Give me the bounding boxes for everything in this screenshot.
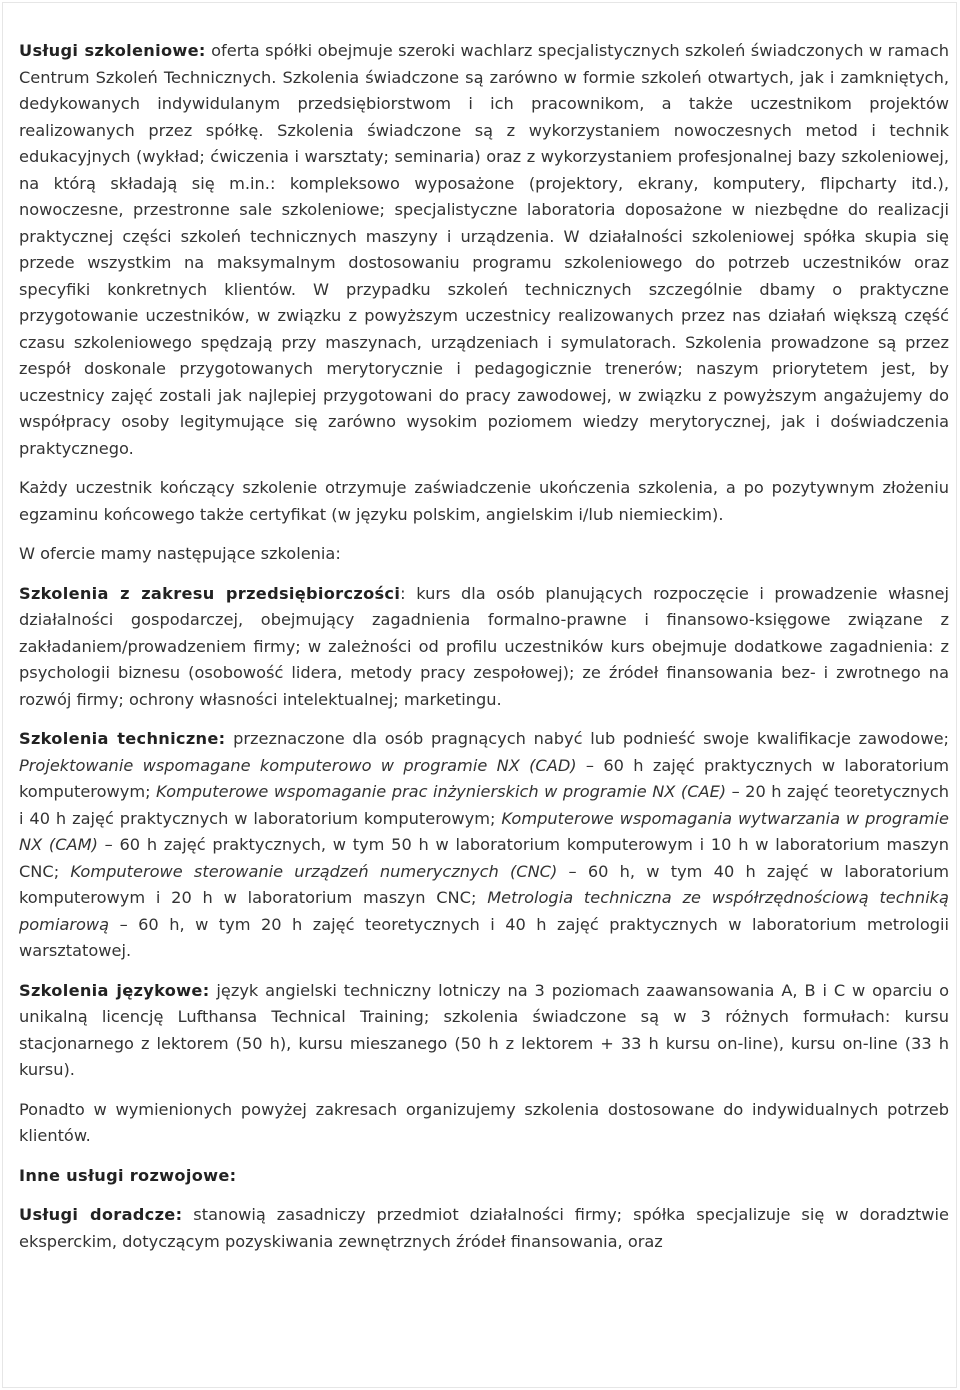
document-page bbox=[2, 2, 957, 1388]
intro-label: Usługi szkoleniowe: bbox=[19, 41, 206, 60]
entrepreneurship-text: : kurs dla osób planujących rozpoczęcie i prowadzenie własnej działalności gospodarczej, obejmujący zagadnienia formalno-prawne i finansowo-księgowe związane z zakładaniem/prowadzeniem firmy; w zależności od profilu uczestników kurs obejmuje dodatkowe zagadnienia: z psychologii biznesu (osobowość lidera, metody pracy zespołowej); ze źródeł finansowania bez- i zwrotnego na rozwój firmy; ochrony własności intelektualnej; marketingu. bbox=[19, 583, 949, 709]
course-cam-text: – 60 h zajęć praktycznych, w tym 50 h w laboratorium komputerowym i 10 h w laboratorium maszyn CNC; bbox=[19, 835, 949, 881]
course-cnc-text: – 60 h, w tym 40 h zajęć w laboratorium komputerowym i 20 h w laboratorium maszyn CNC; bbox=[19, 861, 949, 907]
other-services-heading bbox=[19, 1163, 949, 1190]
technical-lead: przeznaczone dla osób pragnących nabyć lub podnieść swoje kwalifikacje zawodowe; bbox=[225, 729, 949, 748]
consulting-label: Usługi doradcze: bbox=[19, 1205, 183, 1224]
language-text: język angielski techniczny lotniczy na 3 poziomach zaawansowania A, B i C w oparciu o unikalną licencję Lufthansa Technical Training; szkolenia świadczone są w 3 różnych formułach: kursu stacjonarnego z lektorem (50 h), kursu mieszanego (50 h z lektorem + 33 h kursu on-line), kursu on-line (33 h kursu). bbox=[19, 980, 949, 1079]
intro-text: oferta spółki obejmuje szeroki wachlarz specjalistycznych szkoleń świadczonych w ramach Centrum Szkoleń Technicznych. Szkolenia świadczone są zarówno w formie szkoleń otwartych, jak i zamkniętych, dedykowanych indywidulanym przedsiębiorstwom i ich pracownikom, a także uczestnikom projektów realizowanych przez spółkę. Szkolenia świadczone są z wykorzystaniem nowoczesnych metod i technik edukacyjnych (wykład; ćwiczenia i warsztaty; seminaria) oraz z wykorzystaniem profesjonalnej bazy szkoleniowej, na którą składają się m.in.: kompleksowo wyposażone (projektory, ekrany, komputery, flipcharty itd.), nowoczesne, przestronne sale szkoleniowe; specjalistyczne laboratoria doposażone w niezbędne do realizacji praktycznej części szkoleń technicznych maszyny i urządzenia. W działalności szkoleniowej spółka skupia się przede wszystkim na maksymalnym dostosowaniu programu szkoleniowego do potrzeb uczestników oraz specyfiki konkretnych klientów. W przypadku szkoleń technicznych szczególnie dbamy o praktyczne przygotowanie uczestników, w związku z powyższym uczestnicy realizowanych przez nas działań większą część czasu szkoleniowego spędzają przy maszynach, urządzeniach i symulatorach. Szkolenia prowadzone są przez zespół doskonale przygotowanych merytorycznie i pedagogicznie trenerów; naszym priorytetem jest, by uczestnicy zajęć zostali jak najlepiej przygotowani do pracy zawodowej, w związku z powyższym angażujemy do współpracy osoby legitymujące się zarówno wysokim poziomem wiedzy merytorycznej, jak i doświadczenia praktycznego. bbox=[19, 41, 950, 458]
course-cae-text: – 20 h zajęć teoretycznych i 40 h zajęć praktycznych w laboratorium komputerowym; bbox=[19, 782, 949, 828]
other-services-label: Inne usługi rozwojowe: bbox=[19, 1165, 237, 1185]
course-cae-title: Komputerowe wspomaganie prac inżynierskich w programie NX (CAE) bbox=[156, 782, 727, 801]
language-paragraph bbox=[19, 978, 949, 1084]
language-label: Szkolenia językowe: bbox=[19, 980, 210, 1000]
document-body bbox=[19, 38, 949, 1268]
certificate-paragraph: Każdy uczestnik kończący szkolenie otrzymuje zaświadczenie ukończenia szkolenia, a po pozytywnym złożeniu egzaminu końcowego także certyfikat (w języku polskim, angielskim i/lub niemieckim). bbox=[19, 478, 949, 524]
entrepreneurship-paragraph bbox=[19, 581, 949, 714]
entrepreneurship-label: Szkolenia z zakresu przedsiębiorczości bbox=[19, 583, 401, 603]
course-metrology-text: – 60 h, w tym 20 h zajęć teoretycznych i 40 h zajęć praktycznych w laboratorium metrologii warsztatowej. bbox=[19, 914, 949, 960]
course-metrology-title: Metrologia techniczna ze współrzędnościową techniką pomiarową bbox=[19, 888, 949, 934]
technical-paragraph bbox=[19, 726, 949, 965]
course-cnc-title: Komputerowe sterowanie urządzeń numerycznych (CNC) bbox=[70, 861, 558, 881]
consulting-paragraph bbox=[19, 1202, 949, 1255]
course-cad-title: Projektowanie wspomagane komputerowo w programie NX (CAD) bbox=[19, 755, 577, 775]
technical-label: Szkolenia techniczne: bbox=[19, 729, 226, 748]
course-cad-text: – 60 h zajęć praktycznych w laboratorium komputerowym; bbox=[19, 755, 949, 801]
course-cam-title: Komputerowe wspomagania wytwarzania w programie NX (CAM) bbox=[19, 808, 949, 854]
consulting-text: stanowią zasadniczy przedmiot działalności firmy; spółka specjalizuje się w doradztwie eksperckim, dotyczącym pozyskiwania zewnętrznych źródeł finansowania, oraz bbox=[19, 1205, 949, 1251]
tailored-paragraph: Ponadto w wymienionych powyżej zakresach organizujemy szkolenia dostosowane do indywidualnych potrzeb klientów. bbox=[19, 1099, 949, 1145]
intro-paragraph bbox=[19, 38, 949, 462]
offer-intro-paragraph: W ofercie mamy następujące szkolenia: bbox=[19, 544, 341, 563]
